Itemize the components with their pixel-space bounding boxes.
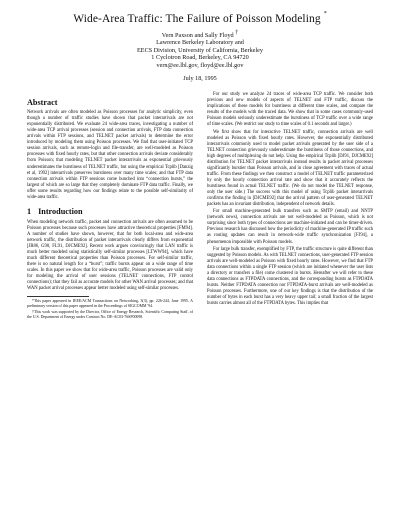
- footnotes: [27, 299, 193, 319]
- body-paragraph: We first show that for interactive TELNET traffic, connection arrivals are well modeled as Poisson with fixed hourly rates. However, the exponentially distributed interarrivals commonly used to model packet arrivals generated by the user side of a TELNET connection grievously underestimate the burstiness of those connections, and high degrees of multiplexing do not help. Using the empirical Tcplib [DJ91, DJCME92] distribution for TELNET packet interarrivals instead results in packet arrival processes significantly burstier than Poisson arrivals, and in close agreement with traces of actual traffic. From these findings we then construct a model of TELNET traffic parameterized by only the hourly connection arrival rate and show that it accurately reflects the burstiness found in actual TELNET traffic. (We do not model the TELNET response, only the user side.) The success with this model of using Tcplib packet interarrivals confirms the finding in [DJCME92] that the arrival pattern of user-generated TELNET packets has an invariant distribution, independent of network details.: [207, 129, 373, 208]
- body-paragraph: For large bulk transfer, exemplified by FTP, the traffic structure is quite different than suggested by Poisson models. As with TELNET connections, user-generated FTP session arrivals are well-modeled as Poisson with fixed hourly rates. However, we find that FTP data connections within a single FTP session (which are initiated whenever the user lists a directory or transfers a file) come clustered in bursts. Hereafter we will refer to these data connections as FTPDATA connections, and the corresponding bursts as FTPDATA bursts. Neither FTPDATA connection nor FTPDATA-burst arrivals are well-modeled as Poisson processes. Furthermore, one of our key findings is that the distribution of the number of bytes in each burst has a very heavy upper tail; a small fraction of the largest bursts carries almost all of the FTPDATA bytes. This implies that: [207, 246, 373, 307]
- footnote: †This work was supported by the Director, Office of Energy Research, Scientific Computing Staff, of the U.S. Department of Energy under Contract No. DE-AC03-76SF00098.: [27, 309, 193, 319]
- paper-date: July 18, 1995: [183, 75, 217, 83]
- author-emails: vern@ee.lbl.gov, floyd@ee.lbl.gov: [156, 61, 244, 69]
- affiliation-line: 1 Cyclotron Road, Berkeley, CA 94720: [151, 54, 249, 62]
- affiliation-line: Lawrence Berkeley Laboratory and: [156, 39, 244, 47]
- author-block: [27, 32, 373, 69]
- abstract-text: Network arrivals are often modeled as Poisson processes for analytic simplicity, even though a number of traffic studies have shown that packet interarrivals are not exponentially distributed. We evaluate 24 wide-area traces, investigating a number of wide-area TCP arrival processes (session and connection arrivals, FTP data connection arrivals within FTP sessions, and TELNET packet arrivals) to determine the error introduced by modeling them using Poisson processes. We find that user-initiated TCP session arrivals, such as remote-login and file-transfer, are well-modeled as Poisson processes with fixed hourly rates, but that other connection arrivals deviate considerably from Poisson; that modeling TELNET packet interarrivals as exponential grievously underestimates the burstiness of TELNET traffic, but using the empirical Tcplib [Danzig et al, 1992] interarrivals preserves burstiness over many time scales; and that FTP data connection arrivals within FTP sessions come bunched into “connection bursts,” the largest of which are so large that they completely dominate FTP data traffic. Finally, we offer some results regarding how our findings relate to the possible self-similarity of wide-area traffic.: [27, 110, 193, 200]
- section-title: Introduction: [38, 206, 83, 216]
- abstract-heading: Abstract: [27, 98, 58, 108]
- title-footnote-mark: *: [323, 11, 327, 17]
- introduction-text: When modeling network traffic, packet and connection arrivals are often assumed to be Poisson processes because such processes have attractive theoretical properties [FM94]. A number of studies have shown, however, that for both local-area and wide-area network traffic, the distribution of packet interarrivals clearly differs from exponential [JR86, G90, FL91, DJCME92]. Recent work argues convincingly that LAN traffic is much better modeled using statistically self-similar processes [LTWW94], which have much different theoretical properties than Poisson processes. For self-similar traffic, there is no natural length for a “burst”; traffic bursts appear on a wide range of time scales. In this paper we show that for wide-area traffic, Poisson processes are valid only for modeling the arrival of user sessions (TELNET connections, FTP control connections); that they fail as accurate models for other WAN arrival processes; and that WAN packet arrival processes appear better modeled using self-similar processes.: [27, 219, 193, 292]
- footnote: *This paper appeared in IEEE/ACM Transactions on Networking, 3(3), pp. 226-244, June 1995. A preliminary version of this paper appeared in the Proceedings of SIGCOMM '94.: [27, 299, 193, 309]
- author-names: Vern Paxson and Sally Floyd †: [161, 30, 239, 39]
- paper-title: [27, 13, 373, 25]
- author-footnote-mark: †: [235, 30, 239, 36]
- body-paragraph: For our study we analyze 24 traces of wide-area TCP traffic. We consider both previous and new models of aspects of TELNET and FTP traffic, discuss the implications of these models for burstiness at different time scales, and compare the results of the models with the traced data. We show that in some cases commonly-used Poisson models seriously underestimate the burstiness of TCP traffic over a wide range of time scales. (We restrict our study to time scales of 0.1 seconds and larger.): [207, 92, 373, 128]
- right-column: [207, 92, 373, 319]
- title-text: Wide-Area Traffic: The Failure of Poisson Modeling: [73, 13, 321, 25]
- affiliation-line: EECS Division, University of California, Berkeley: [137, 46, 263, 54]
- left-column: [27, 92, 193, 319]
- footnote-divider: [27, 296, 89, 297]
- two-column-body: [27, 92, 373, 319]
- section-number: 1: [27, 206, 32, 216]
- body-paragraph: For small machine-generated bulk transfers such as SMTP (email) and NNTP (network news), connection arrivals are not well-modeled as Poisson, which is not surprising since both types of connections are machine-initiated and can be timer-driven. Previous research has discussed how the periodicity of machine-generated IP traffic such as routing updates can result in network-wide traffic synchronization [FJ94], a phenomenon impossible with Poisson models.: [207, 209, 373, 245]
- section-heading-introduction: [27, 206, 193, 216]
